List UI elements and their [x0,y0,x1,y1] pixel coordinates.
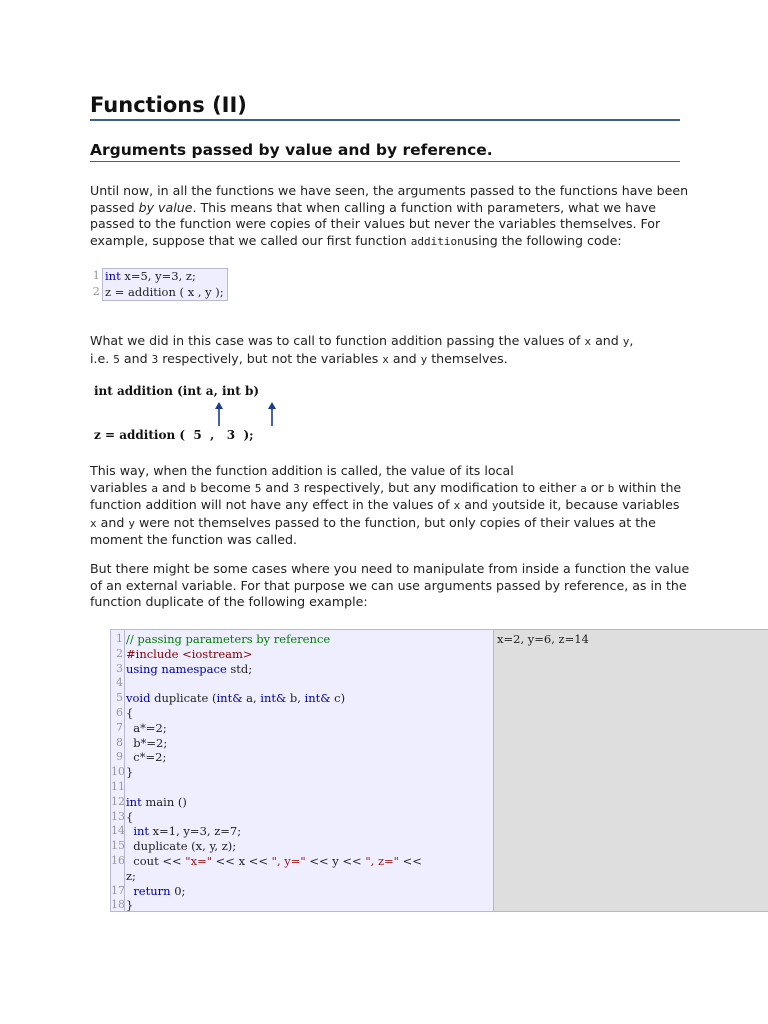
intro-text-end: using the following code: [463,232,622,248]
line-number: 11 [111,779,125,793]
code-line: duplicate (x, y, z); [126,839,237,854]
line-number: 13 [111,809,125,823]
line-number: 8 [116,735,123,749]
snippet-line: int x=5, y=3, z; [103,269,227,285]
value-paragraph: What we did in this case was to call to function addition passing the values of x and y, i.e. 5 and 3 respectively, but not the variables x and y themselves. [90,333,634,366]
line-number: 3 [116,661,123,675]
line-number: 12 [111,794,125,808]
line-number: 16 [111,853,125,867]
code-line: void duplicate (int& a, int& b, int& c) [126,691,346,706]
line-number: 7 [116,720,123,734]
code-line: c*=2; [126,750,167,765]
line-number: 5 [116,691,123,705]
diagram-signature: int addition (int a, int b) [94,384,260,398]
line-number: 14 [111,824,125,838]
code-line: } [126,765,134,780]
reference-paragraph: But there might be some cases where you need to manipulate from inside a function the value of an external variable. For that purpose we can use arguments passed by reference, as in the function duplicate of the following example: [90,561,690,609]
intro-text: Until now, in all the functions we have seen, the arguments passed to the functions have been passed [90,183,689,215]
section-heading: Arguments passed by value and by reference. [90,141,680,162]
line-number: 17 [111,883,125,897]
snippet-code-box [102,268,228,301]
line-number: 10 [111,765,125,779]
code-line: } [126,898,134,913]
output-text: x=2, y=6, z=14 [497,632,589,646]
arrow-icons [94,400,354,430]
line-number: 6 [116,705,123,719]
arrow-up-icon [268,402,276,426]
code-line: { [126,705,134,720]
code-line: { [126,809,134,824]
page-title: Functions (II) [90,93,680,121]
line-number: 1 [116,632,123,645]
line-number: 18 [111,898,125,912]
line-number: 9 [116,750,123,764]
intro-paragraph [90,183,690,250]
code-snippet [90,268,228,301]
code-line: using namespace std; [126,661,253,676]
program-output [493,629,768,912]
code-line: b*=2; [126,735,168,750]
code-line [126,676,490,691]
by-value-emphasis: by value [138,199,193,215]
gutter-divider [124,630,125,911]
code-line: int x=1, y=3, z=7; [133,824,242,839]
code-example [110,629,494,912]
code-line: cout << "x=" << x << ", y=" << y << ", z=" << [126,853,422,868]
code-line [126,780,490,795]
line-number [111,869,123,884]
code-lines [126,632,490,913]
code-line: // passing parameters by reference [126,632,331,646]
line-number: 15 [111,839,125,853]
snippet-line-numbers: 1 2 [92,268,100,298]
line-number: 2 [116,646,123,660]
arrow-up-icon [215,402,223,426]
code-line-numbers [111,632,123,913]
line-number: 4 [116,676,123,690]
local-variables-paragraph: This way, when the function addition is called, the value of its local variables a and b become 5 and 3 respectively, but any modification to either a or b within the function addition will not have any effect in the values of x and youtside it, because variables x and y were not themselves passed to the function, but only copies of their values at the moment the function was called. [90,463,682,547]
code-line: return 0; [133,883,186,898]
intro-text-cont: . This means that when calling a function with parameters, what we have passed to the function were copies of their values but never the variables themselves. For example, suppose that we called our first function [90,199,661,248]
code-line: int main () [126,794,187,809]
code-line: z; [126,868,136,883]
inline-code-addition: addition [410,234,464,248]
snippet-line: z = addition ( x , y ); [103,285,227,301]
code-line: #include <iostream> [126,646,253,661]
pass-by-value-diagram [94,384,354,454]
code-line: a*=2; [126,720,167,735]
diagram-call: z = addition ( 5 , 3 ); [94,428,254,442]
